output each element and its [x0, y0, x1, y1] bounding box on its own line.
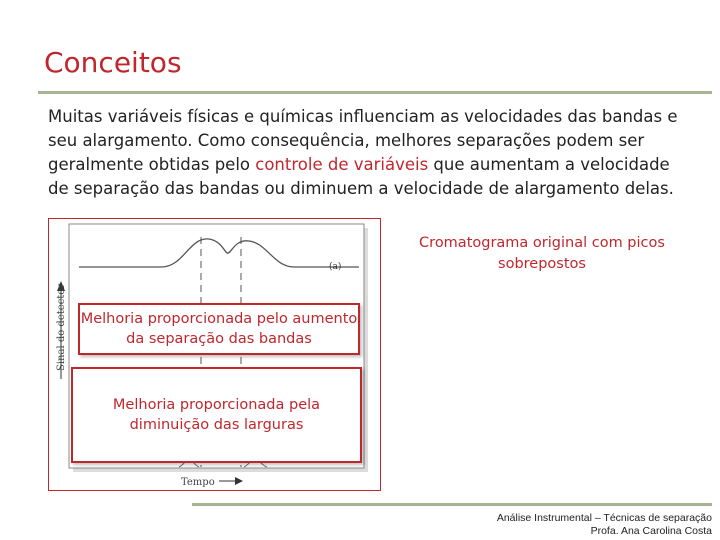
callout-separation-text: Melhoria proporcionada pelo aumento da separação das bandas [80, 311, 358, 347]
body-paragraph [48, 105, 688, 201]
footer [497, 512, 712, 538]
footer-course: Análise Instrumental – Técnicas de separação [496, 512, 712, 524]
callout-separation [78, 303, 360, 355]
footer-divider [192, 503, 712, 506]
body-text-part2: que aumentam a velocidade de separação das bandas ou diminuem a velocidade de alargamento delas. [48, 155, 674, 198]
callout-width-text: Melhoria proporcionada pela diminuição das larguras [112, 397, 321, 433]
x-axis-label: Tempo [181, 477, 215, 488]
body-highlight: controle de variáveis [255, 155, 429, 174]
footer-author: Profa. Ana Carolina Costa [590, 525, 712, 537]
annotation-original-chromatogram: Cromatograma original com picos sobrepostos [419, 235, 665, 272]
y-axis-label: Sinal do detector [56, 283, 67, 371]
callout-width [71, 367, 362, 463]
title-divider [38, 91, 712, 94]
x-axis-arrowhead [235, 477, 243, 485]
slide-title: Conceitos [44, 46, 182, 79]
panel-label: (a) [329, 262, 342, 272]
body-text-part1: Muitas variáveis físicas e químicas influenciam as velocidades das bandas e seu alargamento. Como consequência, melhores separações podem ser geralmente obtidas pelo [48, 107, 678, 174]
